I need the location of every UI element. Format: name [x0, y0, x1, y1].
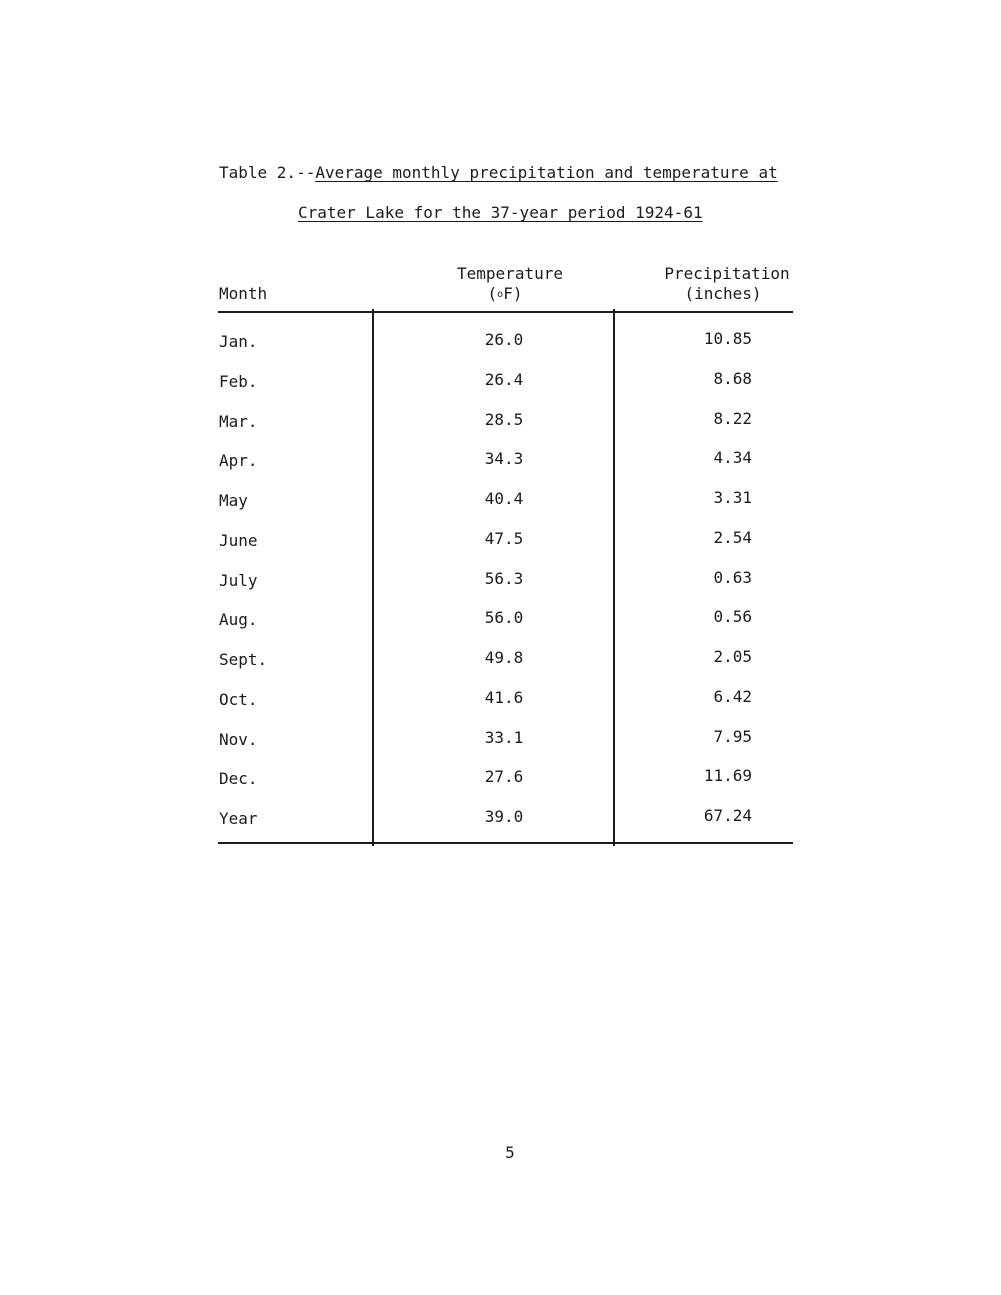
page-number: 5	[505, 1143, 515, 1162]
row-month: Feb.	[219, 372, 258, 391]
row-precipitation: 67.24	[703, 806, 752, 825]
row-precipitation: 6.42	[713, 687, 752, 706]
row-temperature: 26.4	[484, 370, 524, 389]
row-precipitation: 7.95	[713, 727, 752, 746]
degree-symbol: o	[497, 289, 504, 300]
table-title-prefix: Table 2.--	[219, 163, 316, 182]
row-temperature: 33.1	[484, 728, 524, 747]
row-month: May	[219, 491, 248, 510]
row-month: June	[219, 531, 258, 550]
row-precipitation: 3.31	[713, 488, 752, 507]
row-temperature: 41.6	[484, 688, 524, 707]
row-precipitation: 2.54	[713, 528, 752, 547]
row-month: July	[219, 571, 258, 590]
table-title-line2: Crater Lake for the 37-year period 1924-61	[298, 203, 703, 222]
row-month: Dec.	[219, 769, 258, 788]
row-month: Aug.	[219, 610, 258, 629]
bottom-rule	[218, 842, 793, 844]
row-precipitation: 0.63	[713, 568, 752, 587]
row-temperature: 26.0	[484, 330, 524, 349]
column-divider-2	[613, 309, 615, 846]
row-month: Mar.	[219, 412, 258, 431]
row-month: Nov.	[219, 730, 258, 749]
row-temperature: 49.8	[484, 648, 524, 667]
row-temperature: 56.0	[484, 608, 524, 627]
row-month: Apr.	[219, 451, 258, 470]
table-title-line1	[219, 163, 778, 182]
header-month: Month	[219, 284, 268, 303]
temp-unit-rest: F)	[503, 284, 523, 303]
row-temperature: 27.6	[484, 767, 524, 786]
row-temperature: 56.3	[484, 569, 524, 588]
row-temperature: 47.5	[484, 529, 524, 548]
table-title-text: Average monthly precipitation and temperature at	[315, 163, 778, 182]
row-precipitation: 8.22	[713, 409, 752, 428]
row-month: Year	[219, 809, 258, 828]
header-temperature-unit	[488, 284, 523, 303]
row-temperature: 34.3	[484, 449, 524, 468]
row-precipitation: 11.69	[703, 766, 752, 785]
header-rule	[218, 311, 793, 313]
row-month: Oct.	[219, 690, 258, 709]
row-month: Sept.	[219, 650, 268, 669]
row-temperature: 40.4	[484, 489, 524, 508]
header-temperature: Temperature	[457, 264, 563, 283]
header-precipitation: Precipitation	[664, 264, 790, 283]
row-month: Jan.	[219, 332, 258, 351]
column-divider-1	[372, 309, 374, 846]
row-precipitation: 0.56	[713, 607, 752, 626]
temp-unit-open: (	[487, 284, 498, 303]
row-precipitation: 10.85	[703, 329, 752, 348]
row-precipitation: 2.05	[713, 647, 752, 666]
header-precipitation-unit: (inches)	[684, 284, 762, 303]
row-temperature: 28.5	[484, 410, 524, 429]
row-temperature: 39.0	[484, 807, 524, 826]
row-precipitation: 8.68	[713, 369, 752, 388]
row-precipitation: 4.34	[713, 448, 752, 467]
